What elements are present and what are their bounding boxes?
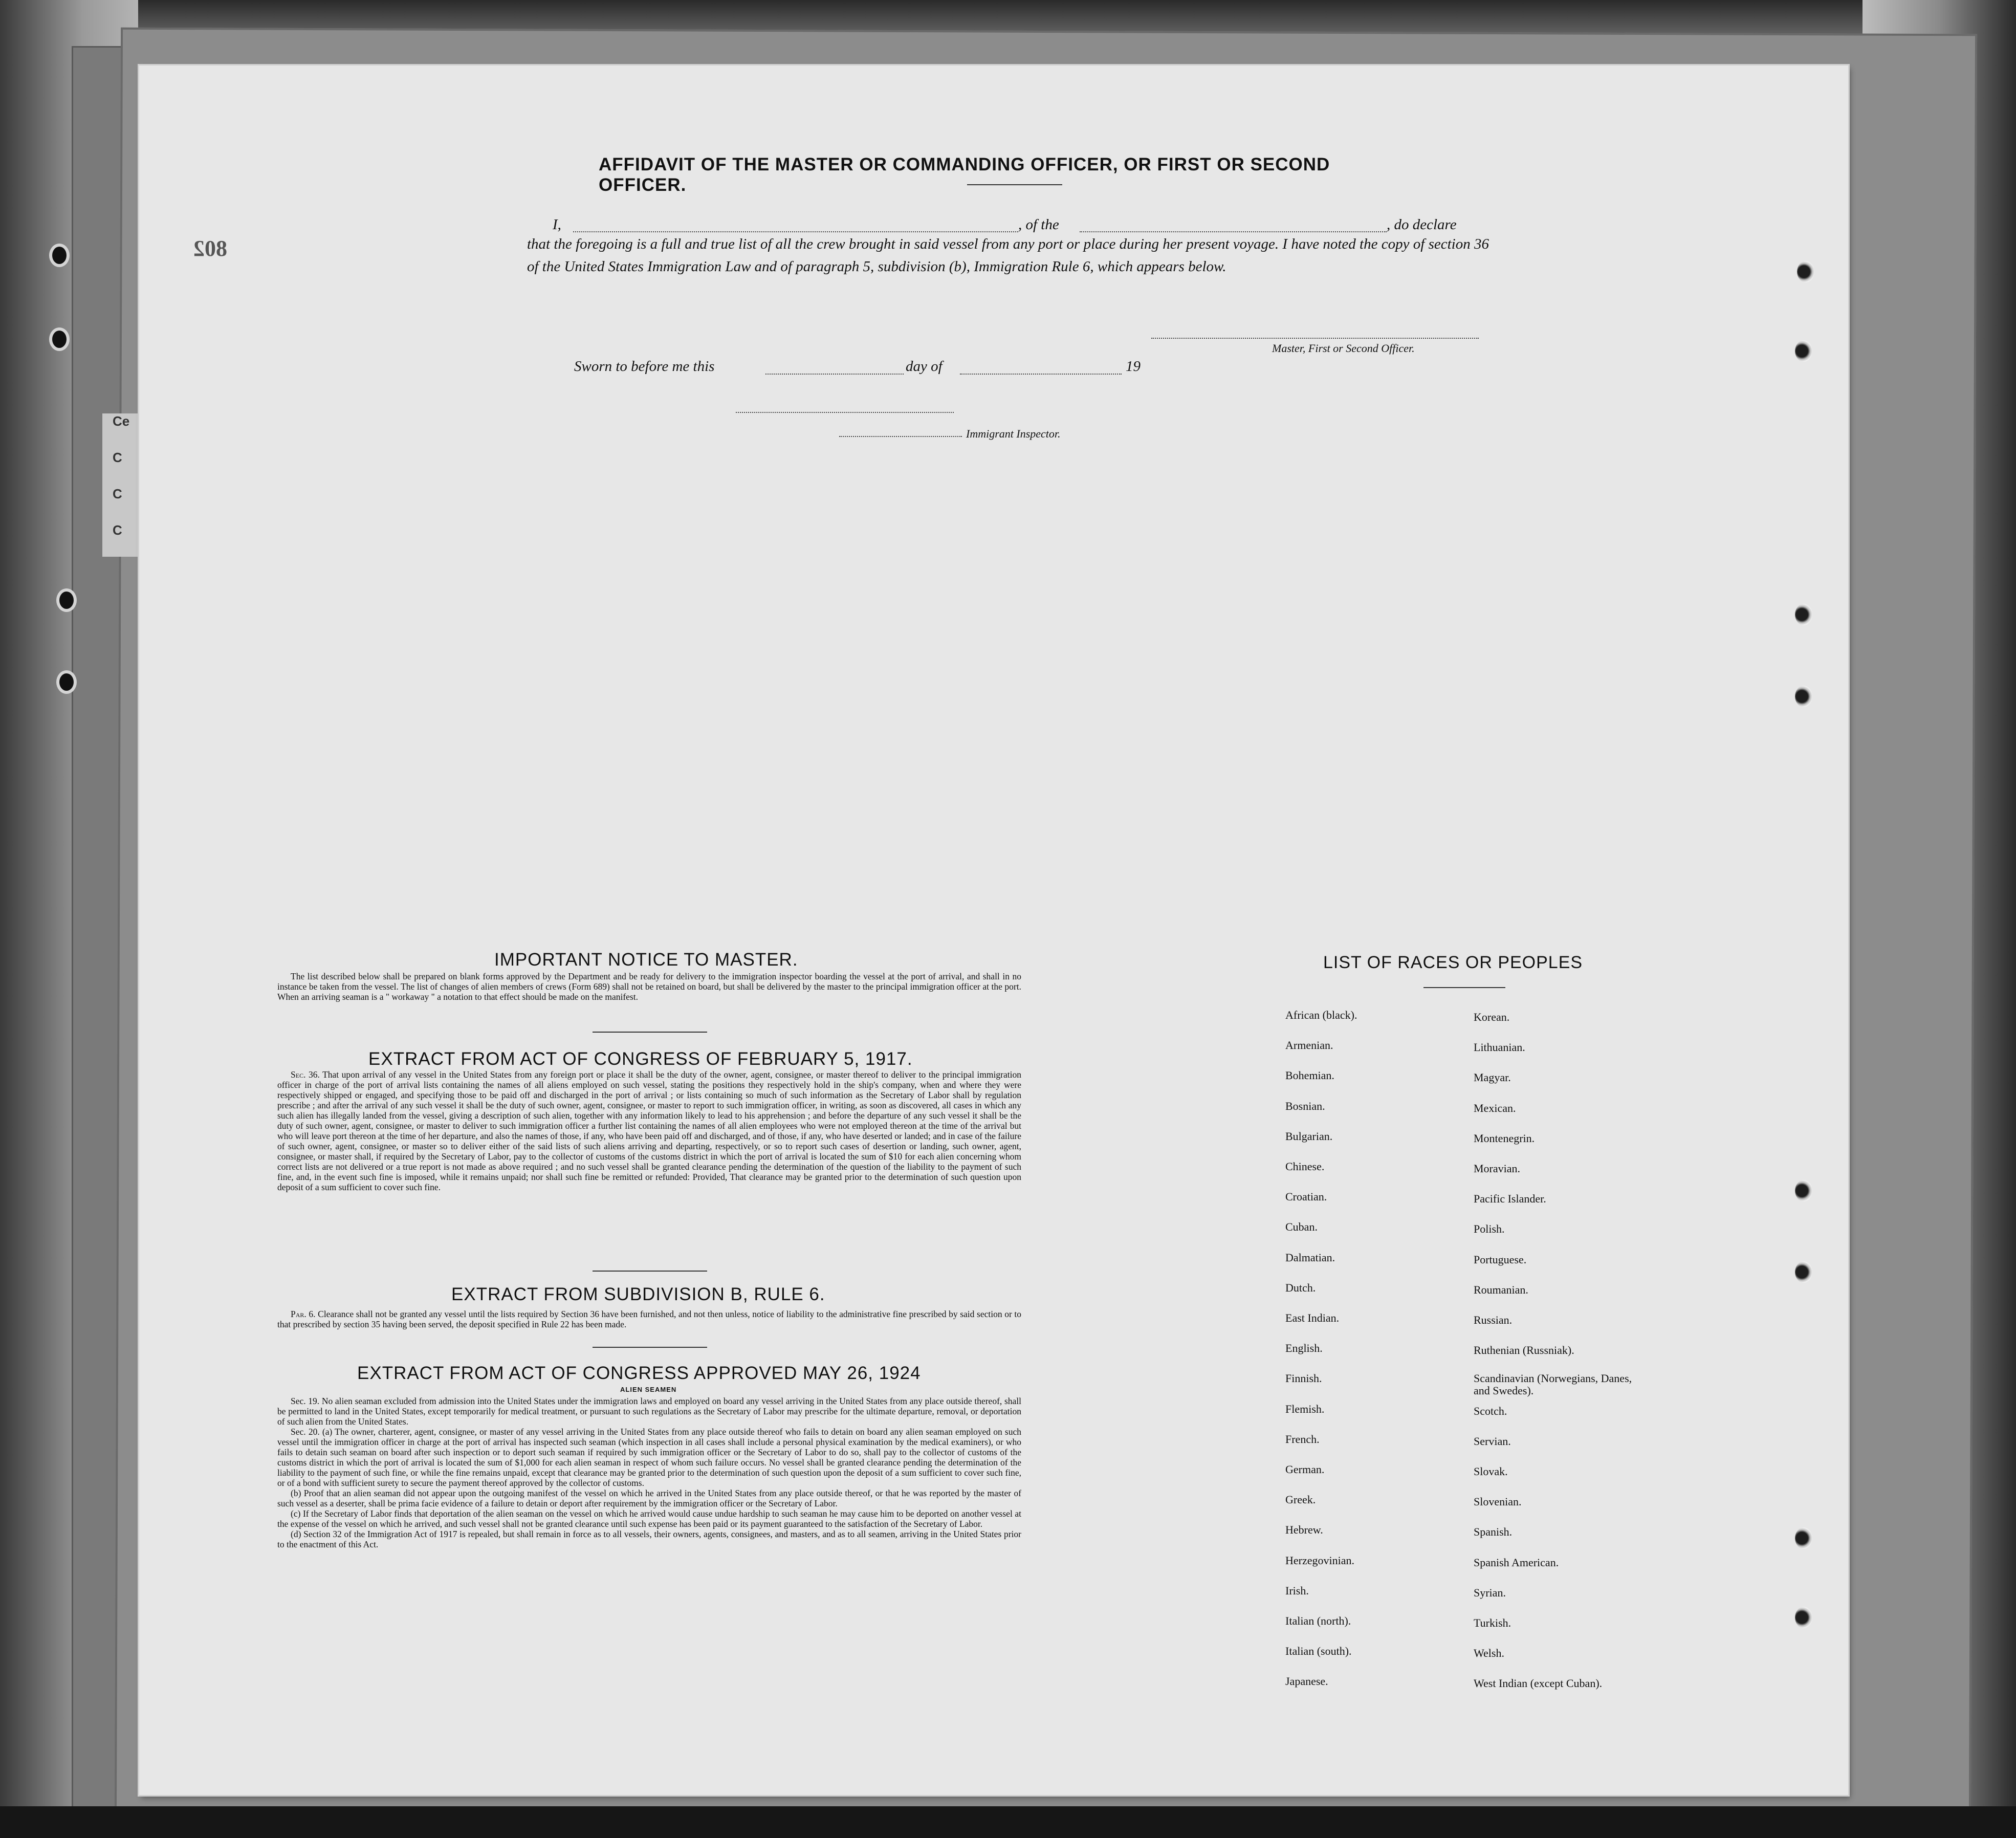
section-paragraph: (c) If the Secretary of Labor finds that deportation of the alien seaman on the vessel on which he arrived would cause undue hardship to such seaman he may cause him to be deported on another vessel at the expense of the vessel on which he arrived, and such vessel shall not be granted clearance until such expense has been paid or its payment guaranteed to the satisfaction of the Secretary of Labor. [277, 1508, 1021, 1529]
section-paragraph: Sec. 19. No alien seaman excluded from admission into the United States under the immigration laws and employed on board any vessel arriving in the United States from any place outside thereof, shall be permitted to land in the United States, except temporarily for medical treatment, or pursuant to such regulations as the Secretary of Labor may prescribe for the ultimate departure, removal, or deportation of such alien from the United States. [277, 1396, 1021, 1427]
race-entry: Herzegovinian. [1285, 1553, 1354, 1567]
side-fragment-text: Ce [113, 413, 130, 429]
side-fragment-text: C [113, 450, 122, 465]
race-entry: East Indian. [1285, 1311, 1340, 1324]
race-entry: Finnish. [1285, 1372, 1322, 1385]
side-fragment [102, 413, 138, 557]
race-entry: Servian. [1474, 1434, 1511, 1448]
race-entry: Slovenian. [1474, 1495, 1522, 1508]
binder-hole [56, 588, 77, 612]
race-entry: West Indian (except Cuban). [1474, 1677, 1603, 1690]
important-notice-heading: IMPORTANT NOTICE TO MASTER. [494, 950, 798, 970]
section-divider [593, 1032, 707, 1033]
race-entry: Scandinavian (Norwegians, Danes, and Swedes). [1474, 1372, 1632, 1397]
inspector-signature-field[interactable] [736, 412, 954, 413]
race-entry: Bosnian. [1285, 1099, 1325, 1112]
binder-hole [1795, 340, 1812, 362]
race-entry: Greek. [1285, 1493, 1316, 1506]
section-text: That upon arrival of any vessel in the United States from any foreign port or place it shall be the duty of the owner, agent, consignee, or master thereof to deliver to the principal immigration officer in charge of the port of arrival lists containing the names of all aliens employed on such vessel, stating the positions they respectively hold in the ship's company, when and where they were respectively shipped or engaged, and specifying those to be paid off and discharged in the port of arrival ; or lists containing so much of such information as the Secretary of Labor shall by regulation prescribe ; and after the arrival of any such vessel it shall be the duty of such owner, agent, consignee, or master to report to such immigration officer, in writing, as soon as discovered, all cases in which any such alien has illegally landed from the vessel, giving a description of such alien, together with any information likely to lead to his apprehension ; and before the departure of any such vessel it shall be the duty of such owner, agent, consignee, or master to deliver to such immigration officer a further list containing the names of all alien employees who were not employed thereon at the time of the arrival but who will leave port thereon at the time of her departure, and also the names of those, if any, who have been paid off and discharged, and of those, if any, who have deserted or landed; and in case of the failure of such owner, agent, consignee, or master so to deliver either of the said lists of such aliens arriving and departing, respectively, or so to report such cases of desertion or landing, such owner, agent, consignee, or master shall, if required by the Secretary of Labor, pay to the collector of customs of the customs district in which the port of arrival is located the sum of $10 for each alien concerning whom correct lists are not delivered or a true report is not made as above required ; and no such vessel shall be granted clearance pending the determination of the question of the liability to the payment of such fine, and, in the event such fine is imposed, while it remains unpaid; nor shall such fine be remitted or refunded: Provided, That clearance may be granted prior to the determination of such question upon deposit of a sum sufficient to cover such fine. [277, 1069, 1021, 1192]
section-divider [593, 1347, 707, 1348]
race-entry: Welsh. [1474, 1647, 1504, 1660]
race-entry: Lithuanian. [1474, 1041, 1525, 1054]
race-entry: Mexican. [1474, 1101, 1516, 1114]
affidavit-of-the-label: , of the [1018, 216, 1059, 233]
race-entry: Bulgarian. [1285, 1129, 1333, 1143]
binder-hole [56, 670, 77, 694]
section-label: Sec. 36. [291, 1069, 320, 1080]
race-entry: Armenian. [1285, 1039, 1333, 1052]
affidavit-body: that the foregoing is a full and true list of all the crew brought in said vessel from any port or place during her present voyage. I have noted the copy of section 36 of the United States Immigration Law and of paragraph 5, subdivision (b), Immigration Rule 6, which appears below. [527, 236, 1489, 275]
stamp-number: 802 [193, 236, 227, 261]
inspector-label: Immigrant Inspector. [966, 427, 1061, 440]
affidavit-title: AFFIDAVIT OF THE MASTER OR COMMANDING OFFICER, OR FIRST OR SECOND OFFICER. [599, 155, 1330, 195]
binder-hole [1795, 604, 1812, 625]
binder-hole [49, 327, 70, 351]
alien-seamen-subheading: ALIEN SEAMEN [620, 1386, 677, 1393]
title-underline [967, 184, 1062, 185]
signature-label: Master, First or Second Officer. [1272, 342, 1415, 355]
race-entry: Italian (south). [1285, 1645, 1352, 1658]
race-entry: Irish. [1285, 1584, 1309, 1597]
sworn-label: Sworn to before me this [574, 358, 715, 375]
races-list-title: LIST OF RACES OR PEOPLES [1323, 953, 1583, 972]
binder-hole [1795, 1527, 1812, 1549]
sworn-month-field[interactable] [960, 374, 1122, 375]
section-text: Clearance shall not be granted any vessel until the lists required by Section 36 have been furnished, and not then unless, notice of liability to the administrative fine prescribed by said section or to that prescribed by section 35 having been served, the deposit specified in Rule 22 has been made. [277, 1309, 1022, 1329]
section-divider [593, 1271, 707, 1272]
race-entry: Spanish. [1474, 1525, 1513, 1539]
race-entry: English. [1285, 1342, 1323, 1355]
race-entry: Italian (north). [1285, 1614, 1351, 1627]
officer-name-field[interactable] [573, 231, 1018, 232]
section-label: Par. 6. [291, 1309, 316, 1319]
binder-hole [1795, 1180, 1812, 1201]
race-entry: Japanese. [1285, 1675, 1328, 1688]
scan-background-bottom [0, 1806, 2016, 1838]
extract-rule6-heading: EXTRACT FROM SUBDIVISION B, RULE 6. [451, 1284, 825, 1304]
sworn-day-of-label: day of [906, 358, 943, 375]
section-paragraph: Sec. 20. (a) The owner, charterer, agent, consignee, or master of any vessel arriving in the United States from any place outside thereof who fails to detain on board any alien seaman employed on such vessel until the immigration officer in charge at the port of arrival has inspected such seaman (which inspection in all cases shall include a personal physical examination by the medical examiners), or who fails to detain such seaman on board after such inspection or to deport such seaman if required by such immigration officer or the Secretary of Labor to do so, shall pay to the collector of customs of the customs district in which the port of arrival is located the sum of $1,000 for each alien seaman in respect of whom such failure occurs. No vessel shall be granted clearance pending the determination of the liability to the payment of such fine, or while the fine remains unpaid, except that clearance may be granted prior to the determination of such question upon the deposit of a sum sufficient to cover such fine, or of a bond with sufficient surety to secure the payment thereof approved by the collector of customs. [277, 1427, 1021, 1488]
race-entry: Pacific Islander. [1474, 1192, 1546, 1206]
extract-rule6-text [277, 1309, 1021, 1329]
sworn-day-field[interactable] [765, 374, 904, 375]
extract-1924-heading: EXTRACT FROM ACT OF CONGRESS APPROVED MAY 26, 1924 [357, 1363, 921, 1383]
race-entry: Bohemian. [1285, 1069, 1334, 1082]
important-notice-text [277, 971, 1021, 1002]
binder-hole [1795, 686, 1812, 707]
title-underline [1423, 987, 1505, 988]
binder-hole [1795, 1261, 1812, 1283]
race-entry: German. [1285, 1463, 1325, 1476]
race-entry: Magyar. [1474, 1071, 1511, 1084]
important-notice-paragraph: The list described below shall be prepared on blank forms approved by the Department and be ready for delivery to the immigration inspector boarding the vessel at the port of arrival, and shall in no instance be taken from the vessel. The list of changes of alien members of crews (Form 689) shall not be retained on board, but shall be delivered by the master to the principal immigration officer at the port. When an arriving seaman is a " workaway " a notation to that effect should be made on the manifest. [277, 971, 1021, 1002]
affidavit-declare-label: , do declare [1387, 216, 1457, 233]
race-entry: Scotch. [1474, 1404, 1507, 1417]
sworn-year-label: 19 [1126, 358, 1141, 375]
binder-hole [1797, 261, 1814, 282]
race-entry: Dalmatian. [1285, 1251, 1335, 1264]
section-paragraph: (b) Proof that an alien seaman did not appear upon the outgoing manifest of the vessel on which he arrived in the United States from any place outside thereof, or that he was reported by the master of such vessel as a deserter, shall be prima facie evidence of a failure to detain or deport after requirement by the immigration officer or the Secretary of Labor. [277, 1488, 1021, 1508]
binder-hole [1795, 1607, 1812, 1628]
race-entry: Chinese. [1285, 1160, 1325, 1173]
race-entry: African (black). [1285, 1009, 1357, 1021]
side-fragment-text: C [113, 522, 122, 538]
race-entry: Roumanian. [1474, 1283, 1528, 1296]
race-entry: Portuguese. [1474, 1253, 1527, 1266]
race-entry: Syrian. [1474, 1586, 1506, 1599]
race-entry: Hebrew. [1285, 1523, 1323, 1537]
race-entry: Polish. [1474, 1222, 1505, 1236]
affidavit-i-label: I, [553, 216, 561, 233]
extract-1924-text [277, 1396, 1021, 1549]
race-entry: Korean. [1474, 1011, 1510, 1023]
side-fragment-text: C [113, 486, 122, 501]
race-entry: Spanish American. [1474, 1556, 1559, 1569]
extract-1917-heading: EXTRACT FROM ACT OF CONGRESS OF FEBRUARY 5, 1917. [368, 1049, 913, 1069]
race-entry: Croatian. [1285, 1190, 1327, 1204]
officer-signature-field[interactable] [1151, 338, 1479, 339]
race-entry: French. [1285, 1432, 1320, 1446]
vessel-name-field[interactable] [1080, 231, 1387, 232]
race-entry: Slovak. [1474, 1465, 1508, 1478]
binder-hole [49, 244, 70, 267]
extract-1917-text [277, 1069, 1021, 1192]
race-entry: Moravian. [1474, 1162, 1521, 1175]
race-entry: Turkish. [1474, 1616, 1511, 1629]
race-entry: Dutch. [1285, 1281, 1316, 1294]
race-entry: Cuban. [1285, 1220, 1318, 1234]
inspector-name-field[interactable] [839, 436, 962, 437]
race-entry: Flemish. [1285, 1402, 1325, 1415]
race-entry: Russian. [1474, 1314, 1513, 1326]
race-entry: Montenegrin. [1474, 1131, 1535, 1145]
section-paragraph: (d) Section 32 of the Immigration Act of 1917 is repealed, but shall remain in force as to all vessels, their owners, agents, consignees, and masters, and as to all seamen, arriving in the United States prior to the enactment of this Act. [277, 1529, 1021, 1549]
race-entry: Ruthenian (Russniak). [1474, 1344, 1574, 1357]
